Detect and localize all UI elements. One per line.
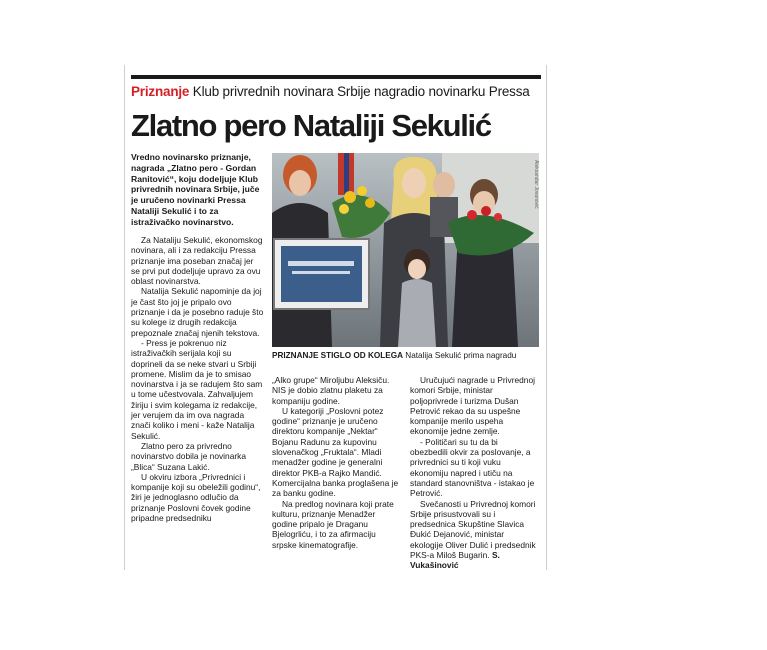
paragraph-text: Svečanosti u Privrednoj komori Srbije prisustvovali su i predsednica Skupštine Slavica Đukić Dejanović, ministar ekologije Oliver Dulić i predsednik PKS-a Miloš Bugarin.	[410, 498, 536, 561]
kicker-label: Priznanje	[131, 84, 190, 99]
kicker-text: Klub privrednih novinara Srbije nagradio novinarku Pressa	[192, 84, 530, 99]
article-photo	[272, 153, 539, 347]
author-signature: S. Vukašinović	[410, 550, 500, 571]
paragraph: - Političari su tu da bi obezbedili okvir za poslovanje, a privrednici su ti koji vuku ekonomiju napred i utiču na standard stanovništva - istakao je Petrović.	[410, 436, 535, 499]
top-rule	[131, 75, 541, 79]
paragraph: Za Nataliju Sekulić, ekonomskog novinara, ali i za redakciju Pressa priznanje ima poseban značaj jer se prvi put dodeljuje upravo za ovu oblast novinarstva.	[131, 235, 263, 287]
paragraph: U okviru izbora „Privrednici i kompanije koji su obeležili godinu“, žiri je jednoglasno odlučio da priznanje Poslovni čovek godine pripadne predsedniku	[131, 471, 261, 524]
column-3	[410, 375, 537, 571]
article	[131, 70, 541, 571]
right-margin-line	[546, 65, 547, 570]
paragraph: - Press je pokrenuo niz istraživačkih serijala koji su doprineli da se neke stvari u Srbiji promene. Mislim da je to smisao novinarstva i ja se radujem što sam u tome učestvovala. Zahvaljujem žiriju i svim kolegama iz redakcije, jer verujem da im ova nagrada znači koliko i meni - kaže Natalija Sekulić.	[131, 337, 263, 441]
left-margin-line	[124, 65, 125, 570]
award-ceremony-photo	[272, 153, 539, 347]
paragraph: Zlatno pero za privredno novinarstvo dobila je novinarka „Blica“ Suzana Lakić.	[131, 440, 246, 472]
caption-bold: PRIZNANJE STIGLO OD KOLEGA	[272, 351, 404, 360]
paragraph: U kategoriji „Poslovni potez godine“ priznanje je uručeno direktoru kompanije „Nektar“ Bojanu Radunu za kupovinu slovenačkog „Fruktala“. Mladi menadžer godine je generalni direktor PKB-a Rajko Mandić. Komercijalna banka proglašena je za banku godine.	[272, 405, 399, 499]
photo-caption	[272, 351, 539, 360]
paragraph: „Alko grupe“ Miroljubu Aleksiču. NIS je dobio zlatnu plaketu za kompaniju godine.	[272, 375, 390, 406]
paragraph: Na predlog novinara koji prate kulturu, priznanje Menadžer godine pripalo je Draganu Bjelogrliću, i to za afirmaciju srpske kinematografije.	[272, 498, 394, 550]
paragraph: Natalija Sekulić napominje da joj je čast što joj je pripalo ovo priznanje i da je posebno raduje što su kolege iz drugih redakcija prepoznale značaj njenih tekstova.	[131, 286, 264, 338]
headline: Zlatno pero Nataliji Sekulić	[131, 108, 491, 143]
column-1	[131, 235, 264, 523]
kicker	[131, 84, 541, 99]
paragraph	[410, 499, 537, 571]
column-2	[272, 375, 399, 550]
paragraph: Uručujući nagrade u Privrednoj komori Srbije, ministar poljoprivrede i turizma Dušan Petrović rekao da su uspešne kompanije merilo uspeha ekonomije jedne zemlje.	[410, 375, 535, 437]
lead-paragraph: Vredno novinarsko priznanje, nagrada „Zlatno pero - Gordan Ranitović“, koju dodeljuje Klub privrednih novinara Srbije, juče je uručeno novinarki Pressa Nataliji Sekulić i to za istraživačko novinarstvo.	[131, 152, 260, 227]
caption-text: Natalija Sekulić prima nagradu	[405, 351, 517, 360]
photo-credit: Aleksandar Jovanović	[533, 160, 539, 209]
